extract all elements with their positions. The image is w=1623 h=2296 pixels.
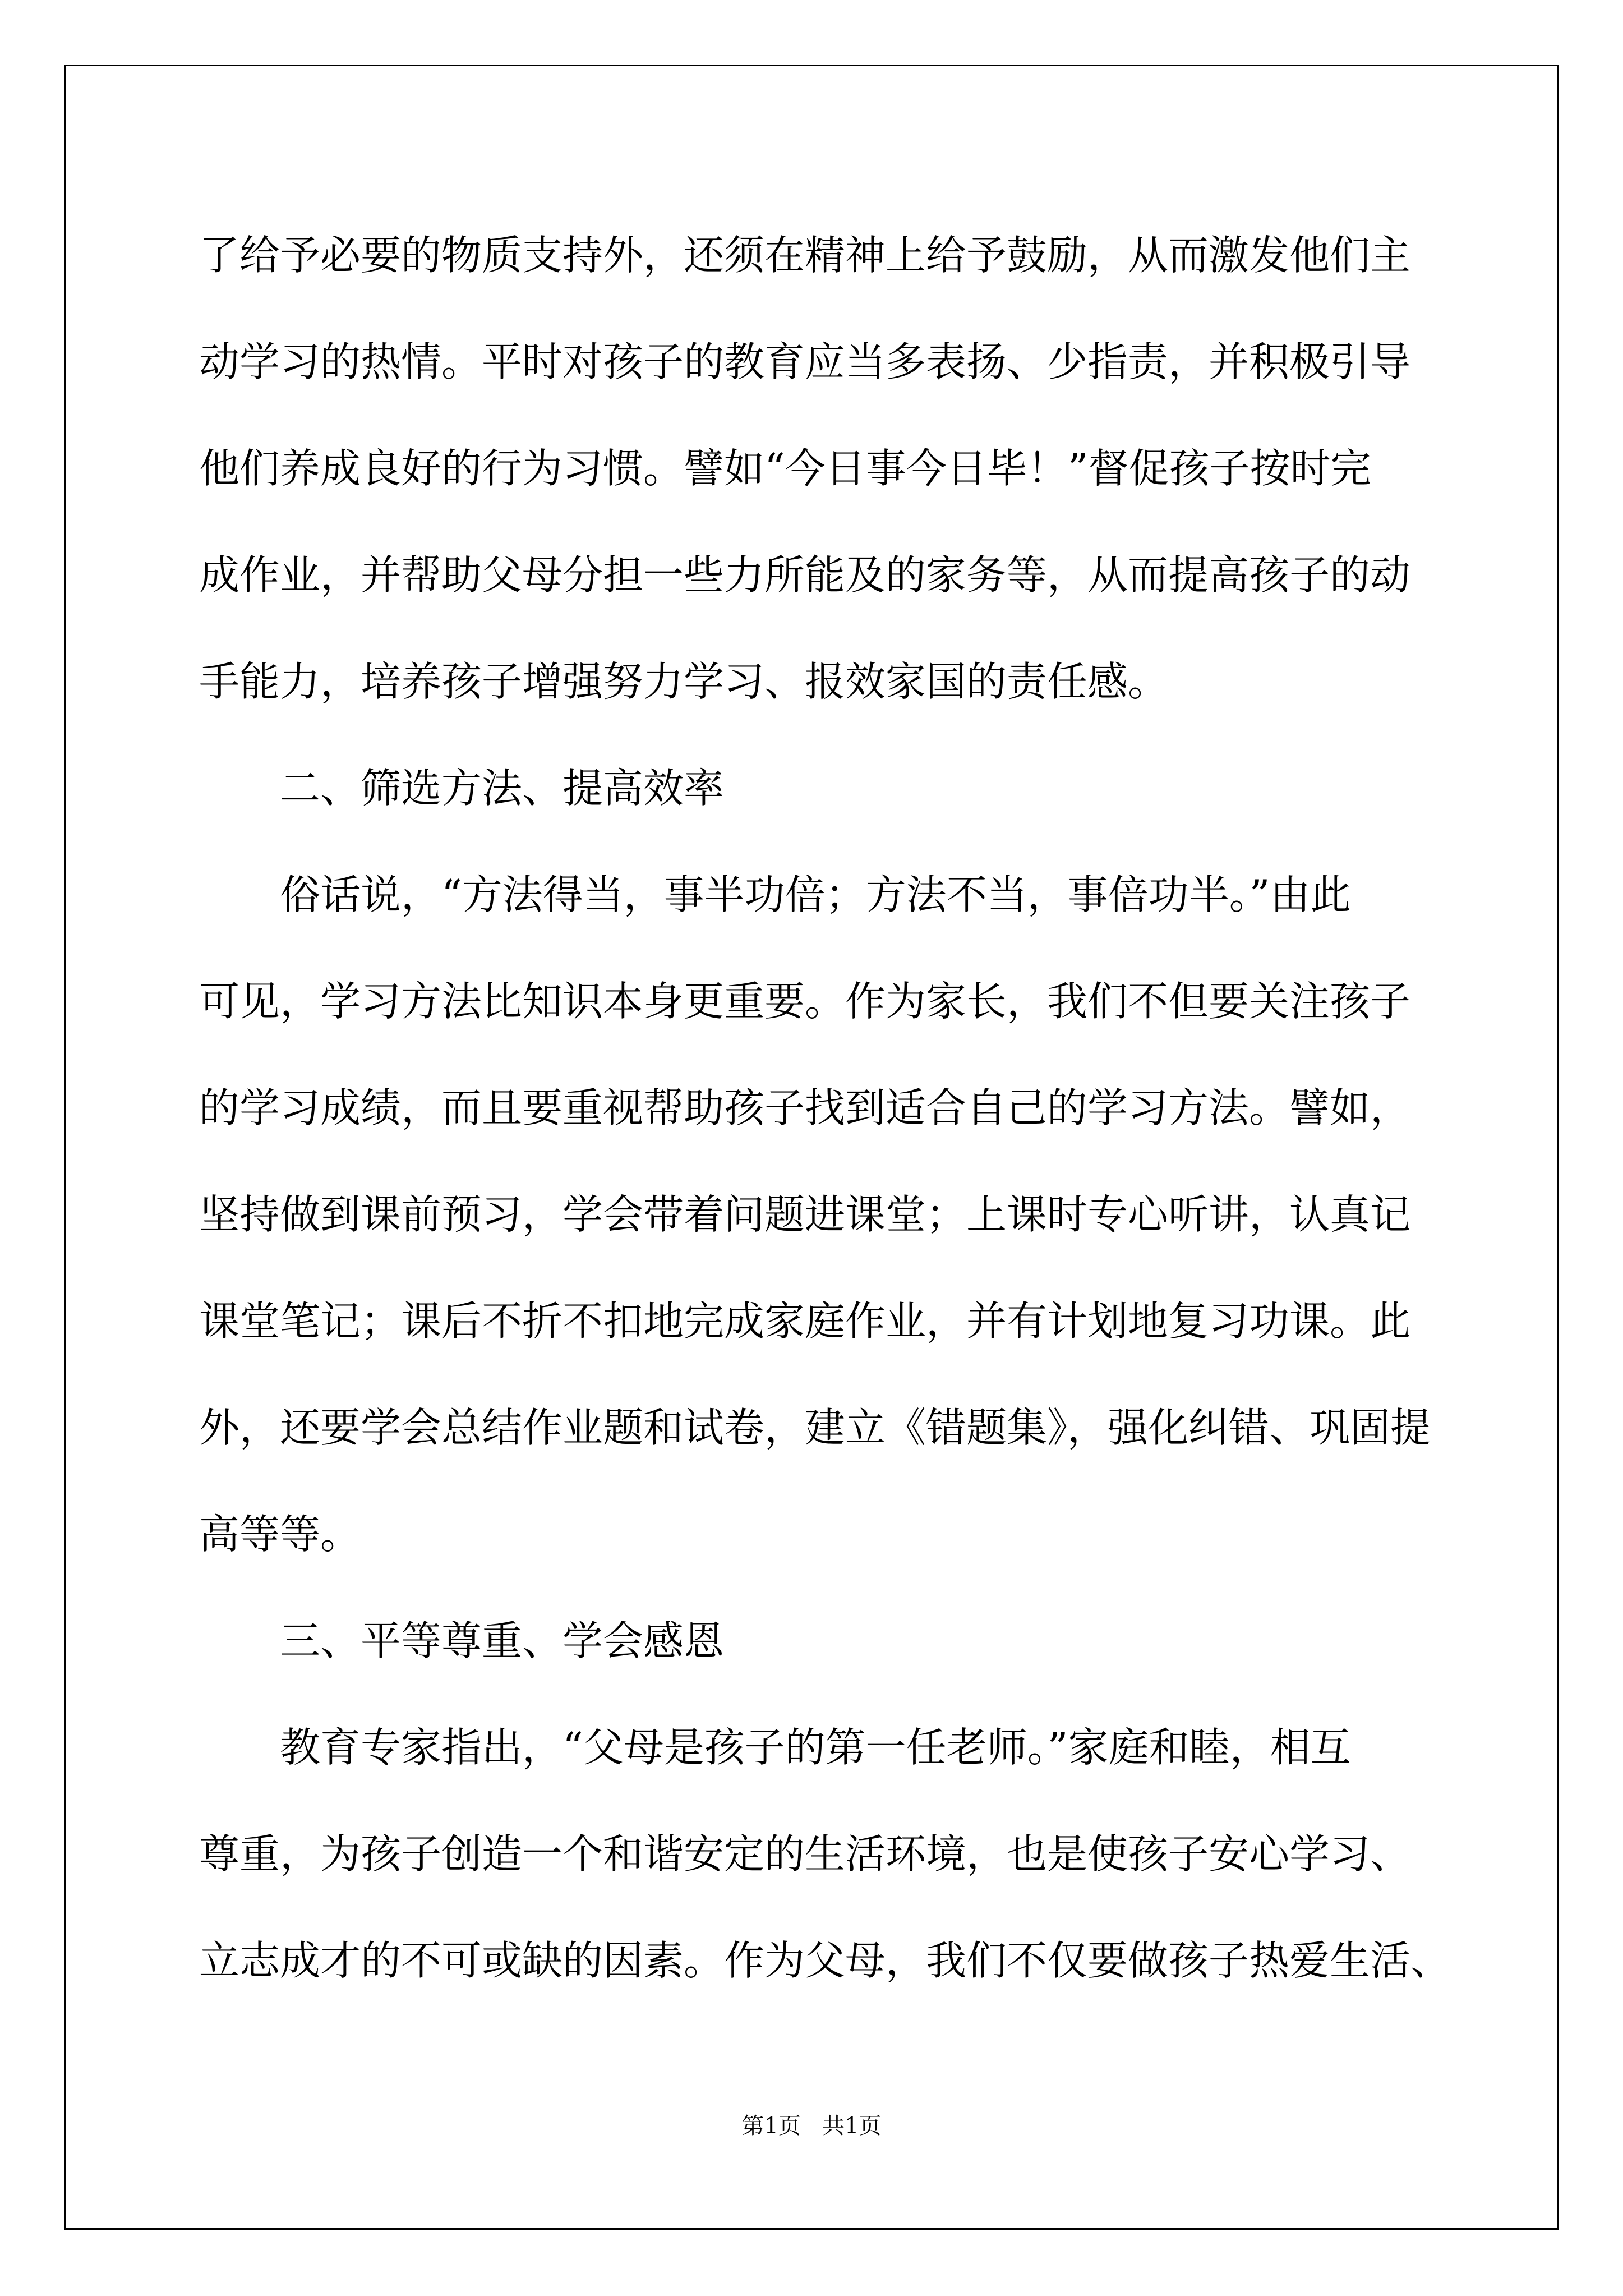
page-footer: 第1页 共1页	[741, 2113, 882, 2139]
section-heading: 二、筛选方法、提高效率	[280, 765, 725, 812]
paragraph-line: 手能力，培养孩子增强努力学习、报效家国的责任感。	[199, 658, 1169, 705]
paragraph-line: 立志成才的不可或缺的因素。作为父母，我们不仅要做孩子热爱生活、	[199, 1937, 1451, 1984]
paragraph-line: 可见，学习方法比知识本身更重要。作为家长，我们不但要关注孩子	[199, 978, 1411, 1025]
paragraph-line: 的学习成绩，而且要重视帮助孩子找到适合自己的学习方法。譬如，	[199, 1084, 1411, 1131]
paragraph-line: 了给予必要的物质支持外，还须在精神上给予鼓励，从而激发他们主	[199, 232, 1411, 279]
paragraph-line: 课堂笔记；课后不折不扣地完成家庭作业，并有计划地复习功课。此	[199, 1297, 1411, 1345]
section-heading: 三、平等尊重、学会感恩	[280, 1617, 725, 1664]
paragraph-line: 坚持做到课前预习，学会带着问题进课堂；上课时专心听讲，认真记	[199, 1191, 1411, 1238]
paragraph-line: 动学习的热情。平时对孩子的教育应当多表扬、少指责，并积极引导	[199, 338, 1411, 385]
paragraph-line: 高等等。	[199, 1511, 361, 1558]
paragraph-line: 他们养成良好的行为习惯。譬如“今日事今日毕！”督促孩子按时完	[199, 445, 1371, 492]
document-body	[199, 202, 1451, 2014]
paragraph-line: 成作业，并帮助父母分担一些力所能及的家务等，从而提高孩子的动	[199, 551, 1411, 599]
paragraph-line: 教育专家指出，“父母是孩子的第一任老师。”家庭和睦，相互	[280, 1724, 1351, 1771]
paragraph-line: 俗话说，“方法得当，事半功倍；方法不当，事倍功半。”由此	[280, 871, 1351, 918]
paragraph-line: 外，还要学会总结作业题和试卷，建立《错题集》，强化纠错、巩固提	[199, 1404, 1431, 1451]
paragraph-line: 尊重，为孩子创造一个和谐安定的生活环境，也是使孩子安心学习、	[199, 1830, 1411, 1878]
